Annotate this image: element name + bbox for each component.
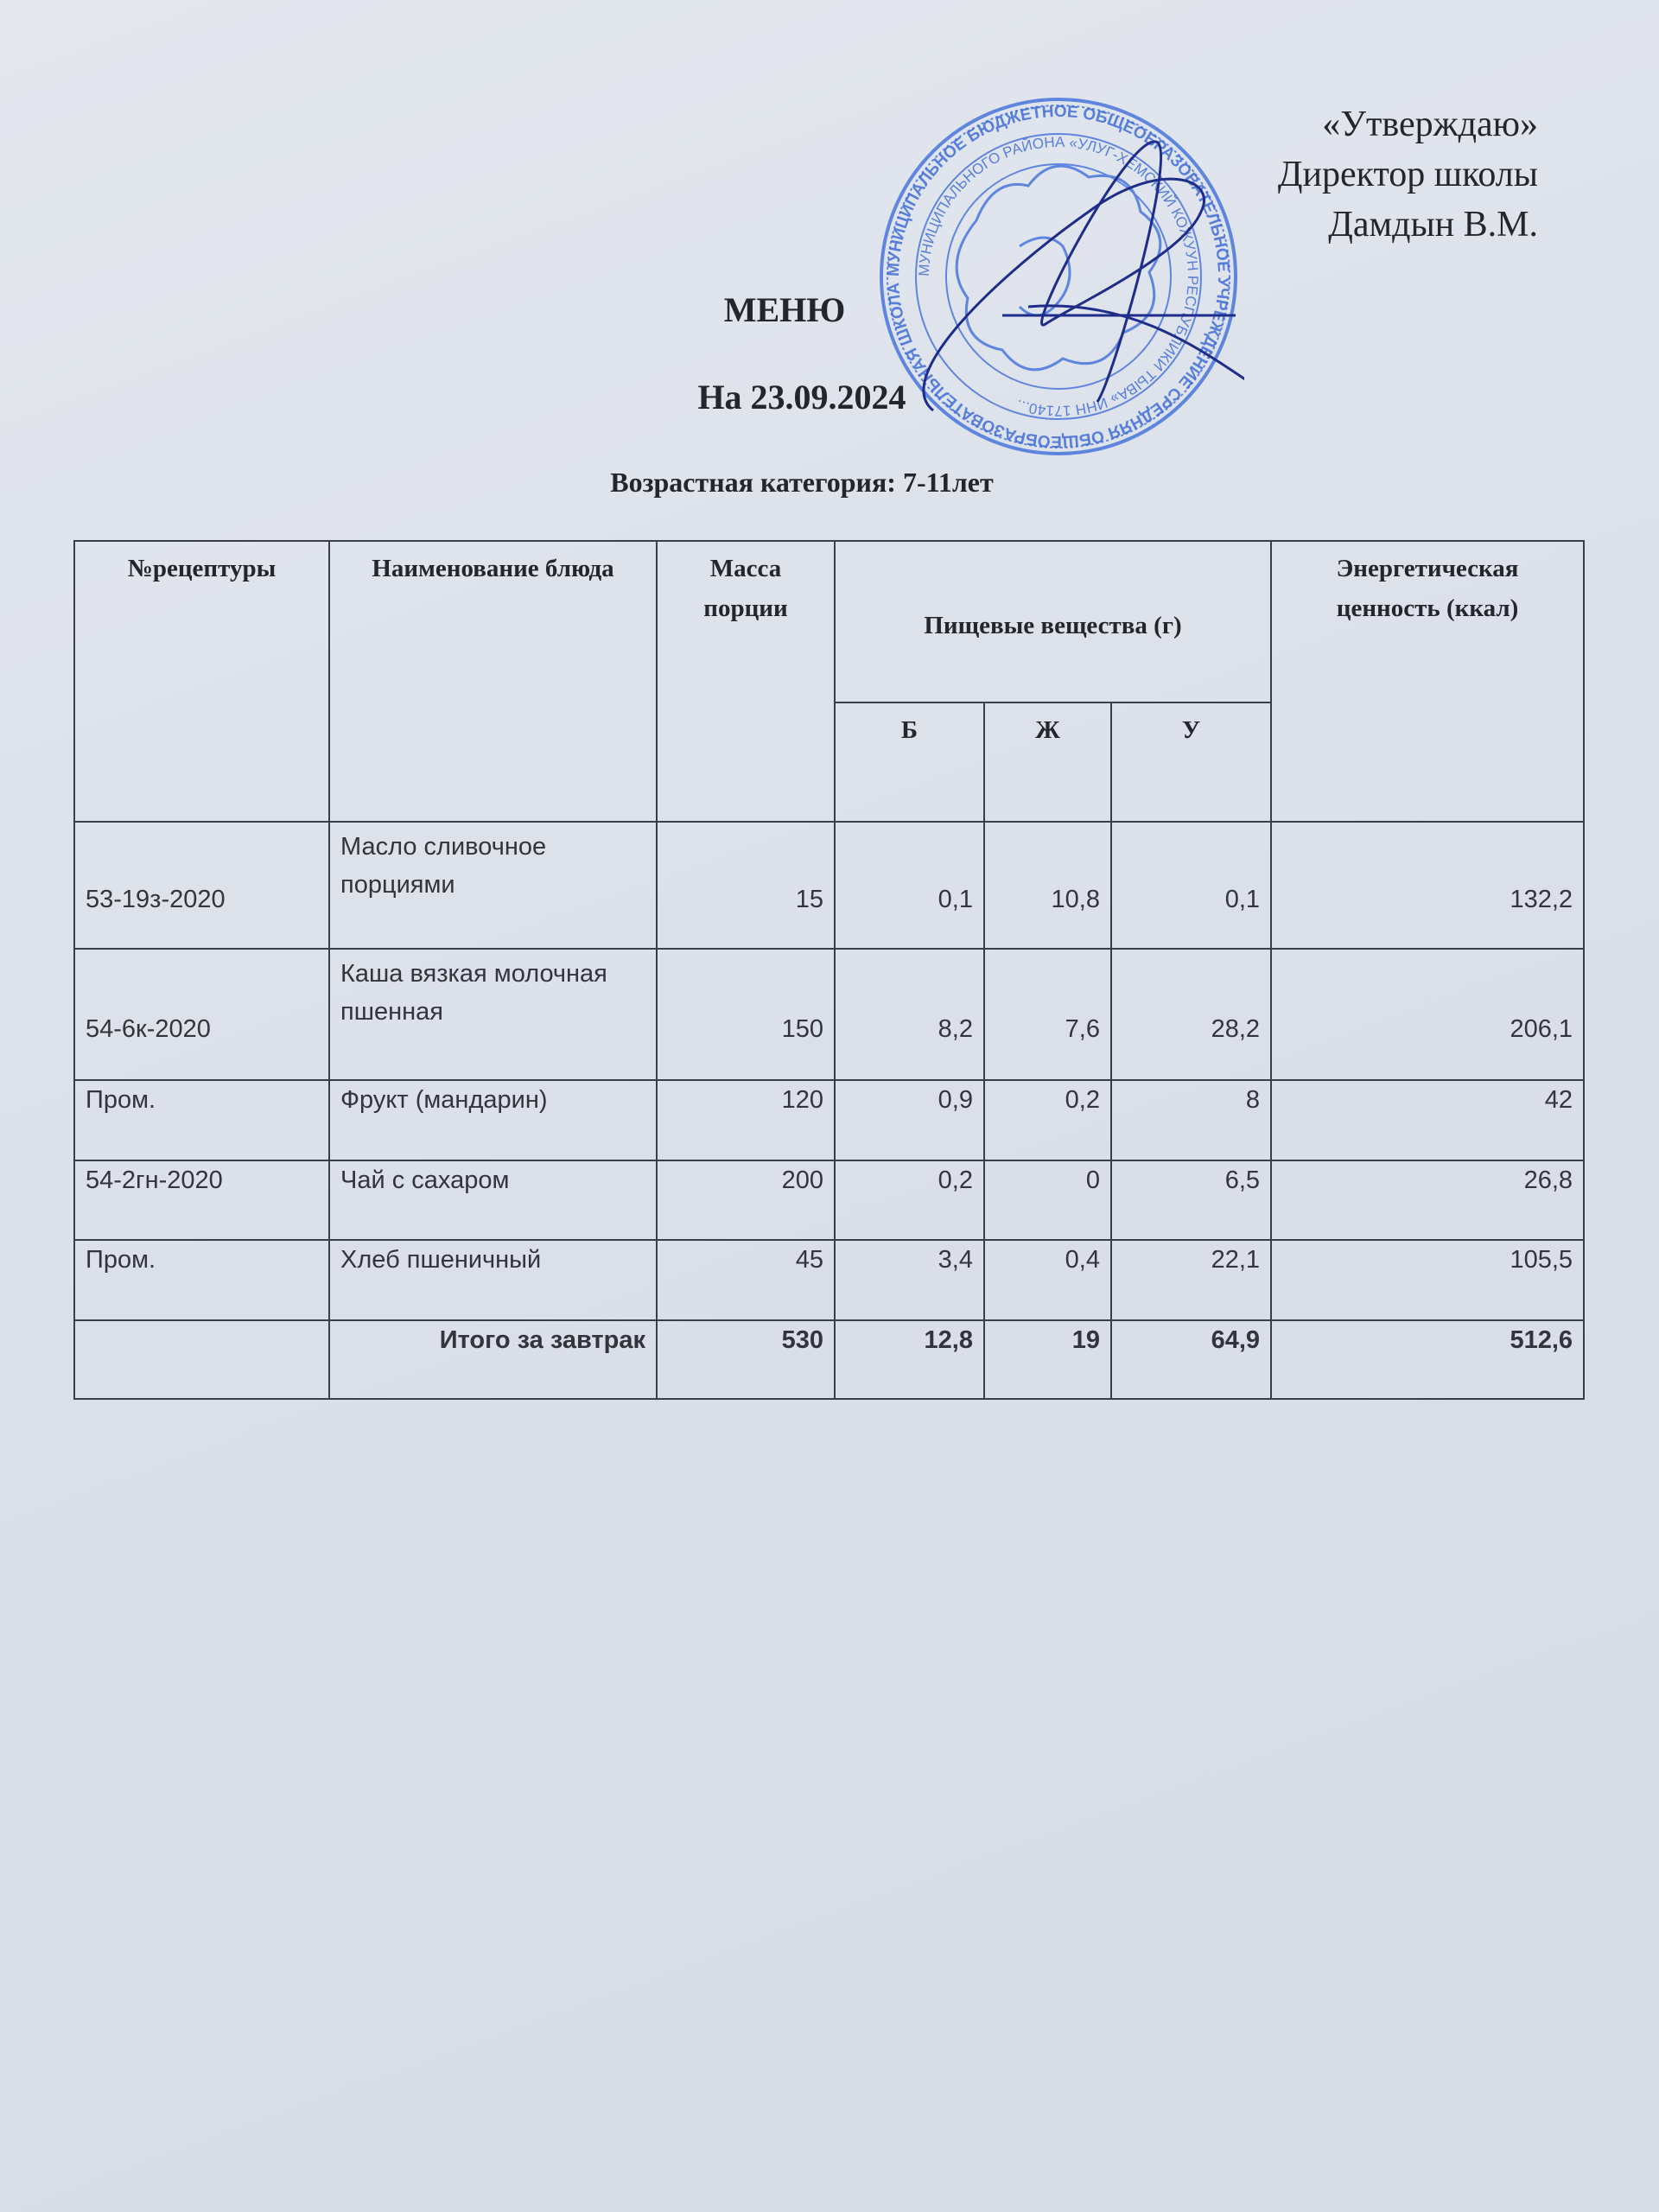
table-row [74, 949, 1584, 1080]
dish-name: Масло сливочное порциями [329, 822, 657, 949]
total-fat: 19 [984, 1320, 1111, 1399]
dish-name: Хлеб пшеничный [329, 1240, 657, 1320]
mass: 120 [657, 1080, 835, 1160]
header-protein: Б [835, 702, 984, 822]
total-protein: 12,8 [835, 1320, 984, 1399]
total-carbs: 64,9 [1111, 1320, 1271, 1399]
carbs: 22,1 [1111, 1240, 1271, 1320]
fat: 0,4 [984, 1240, 1111, 1320]
header-fat: Ж [984, 702, 1111, 822]
header-carbs: У [1111, 702, 1271, 822]
recipe-code: 54-6к-2020 [74, 949, 329, 1080]
empty-cell [74, 1320, 329, 1399]
energy: 132,2 [1271, 822, 1584, 949]
protein: 0,9 [835, 1080, 984, 1160]
stamp-outer-text: МУНИЦИПАЛЬНОЕ БЮДЖЕТНОЕ ОБЩЕОБРАЗОВАТЕЛЬНОЕ УЧРЕЖДЕНИЕ СРЕДНЯЯ ОБЩЕОБРАЗОВАТЕЛЬНАЯ ШКОЛА [884, 102, 1233, 451]
header-mass: Масса порции [657, 541, 835, 822]
carbs: 28,2 [1111, 949, 1271, 1080]
mass: 45 [657, 1240, 835, 1320]
protein: 3,4 [835, 1240, 984, 1320]
header-dish: Наименование блюда [329, 541, 657, 822]
table-row [74, 1160, 1584, 1240]
recipe-code: 54-2гн-2020 [74, 1160, 329, 1240]
recipe-code: 53-19з-2020 [74, 822, 329, 949]
dish-name: Фрукт (мандарин) [329, 1080, 657, 1160]
energy: 42 [1271, 1080, 1584, 1160]
carbs: 6,5 [1111, 1160, 1271, 1240]
energy: 105,5 [1271, 1240, 1584, 1320]
total-label: Итого за завтрак [329, 1320, 657, 1399]
approver-name: Дамдын В.М. [1328, 205, 1538, 245]
fat: 0,2 [984, 1080, 1111, 1160]
dish-name: Каша вязкая молочная пшенная [329, 949, 657, 1080]
header-nutrients: Пищевые вещества (г) [835, 541, 1271, 702]
carbs: 0,1 [1111, 822, 1271, 949]
total-row [74, 1320, 1584, 1399]
protein: 0,1 [835, 822, 984, 949]
age-category: Возрастная категория: 7-11лет [610, 467, 994, 498]
protein: 0,2 [835, 1160, 984, 1240]
fat: 10,8 [984, 822, 1111, 949]
approval-heading: «Утверждаю» [1322, 105, 1538, 144]
total-energy: 512,6 [1271, 1320, 1584, 1399]
fat: 7,6 [984, 949, 1111, 1080]
protein: 8,2 [835, 949, 984, 1080]
approver-position: Директор школы [1277, 155, 1538, 194]
carbs: 8 [1111, 1080, 1271, 1160]
page-title: МЕНЮ [723, 290, 846, 329]
approval-block [1278, 99, 1538, 250]
header-energy: Энергетическая ценность (ккал) [1271, 541, 1584, 822]
recipe-code: Пром. [74, 1240, 329, 1320]
fat: 0 [984, 1160, 1111, 1240]
mass: 15 [657, 822, 835, 949]
menu-table [73, 540, 1585, 1400]
menu-date: На 23.09.2024 [697, 378, 906, 416]
table-row [74, 1080, 1584, 1160]
table-row [74, 1240, 1584, 1320]
recipe-code: Пром. [74, 1080, 329, 1160]
mass: 200 [657, 1160, 835, 1240]
energy: 206,1 [1271, 949, 1584, 1080]
dish-name: Чай с сахаром [329, 1160, 657, 1240]
table-row [74, 822, 1584, 949]
stamp-inner-text: МУНИЦИПАЛЬНОГО РАЙОНА «УЛУГ-ХЕМСКИЙ КОЖУУН РЕСПУБЛИКИ ТЫВА» ИНН 17140... [915, 133, 1202, 420]
mass: 150 [657, 949, 835, 1080]
total-mass: 530 [657, 1320, 835, 1399]
header-recipe: №рецептуры [74, 541, 329, 822]
energy: 26,8 [1271, 1160, 1584, 1240]
